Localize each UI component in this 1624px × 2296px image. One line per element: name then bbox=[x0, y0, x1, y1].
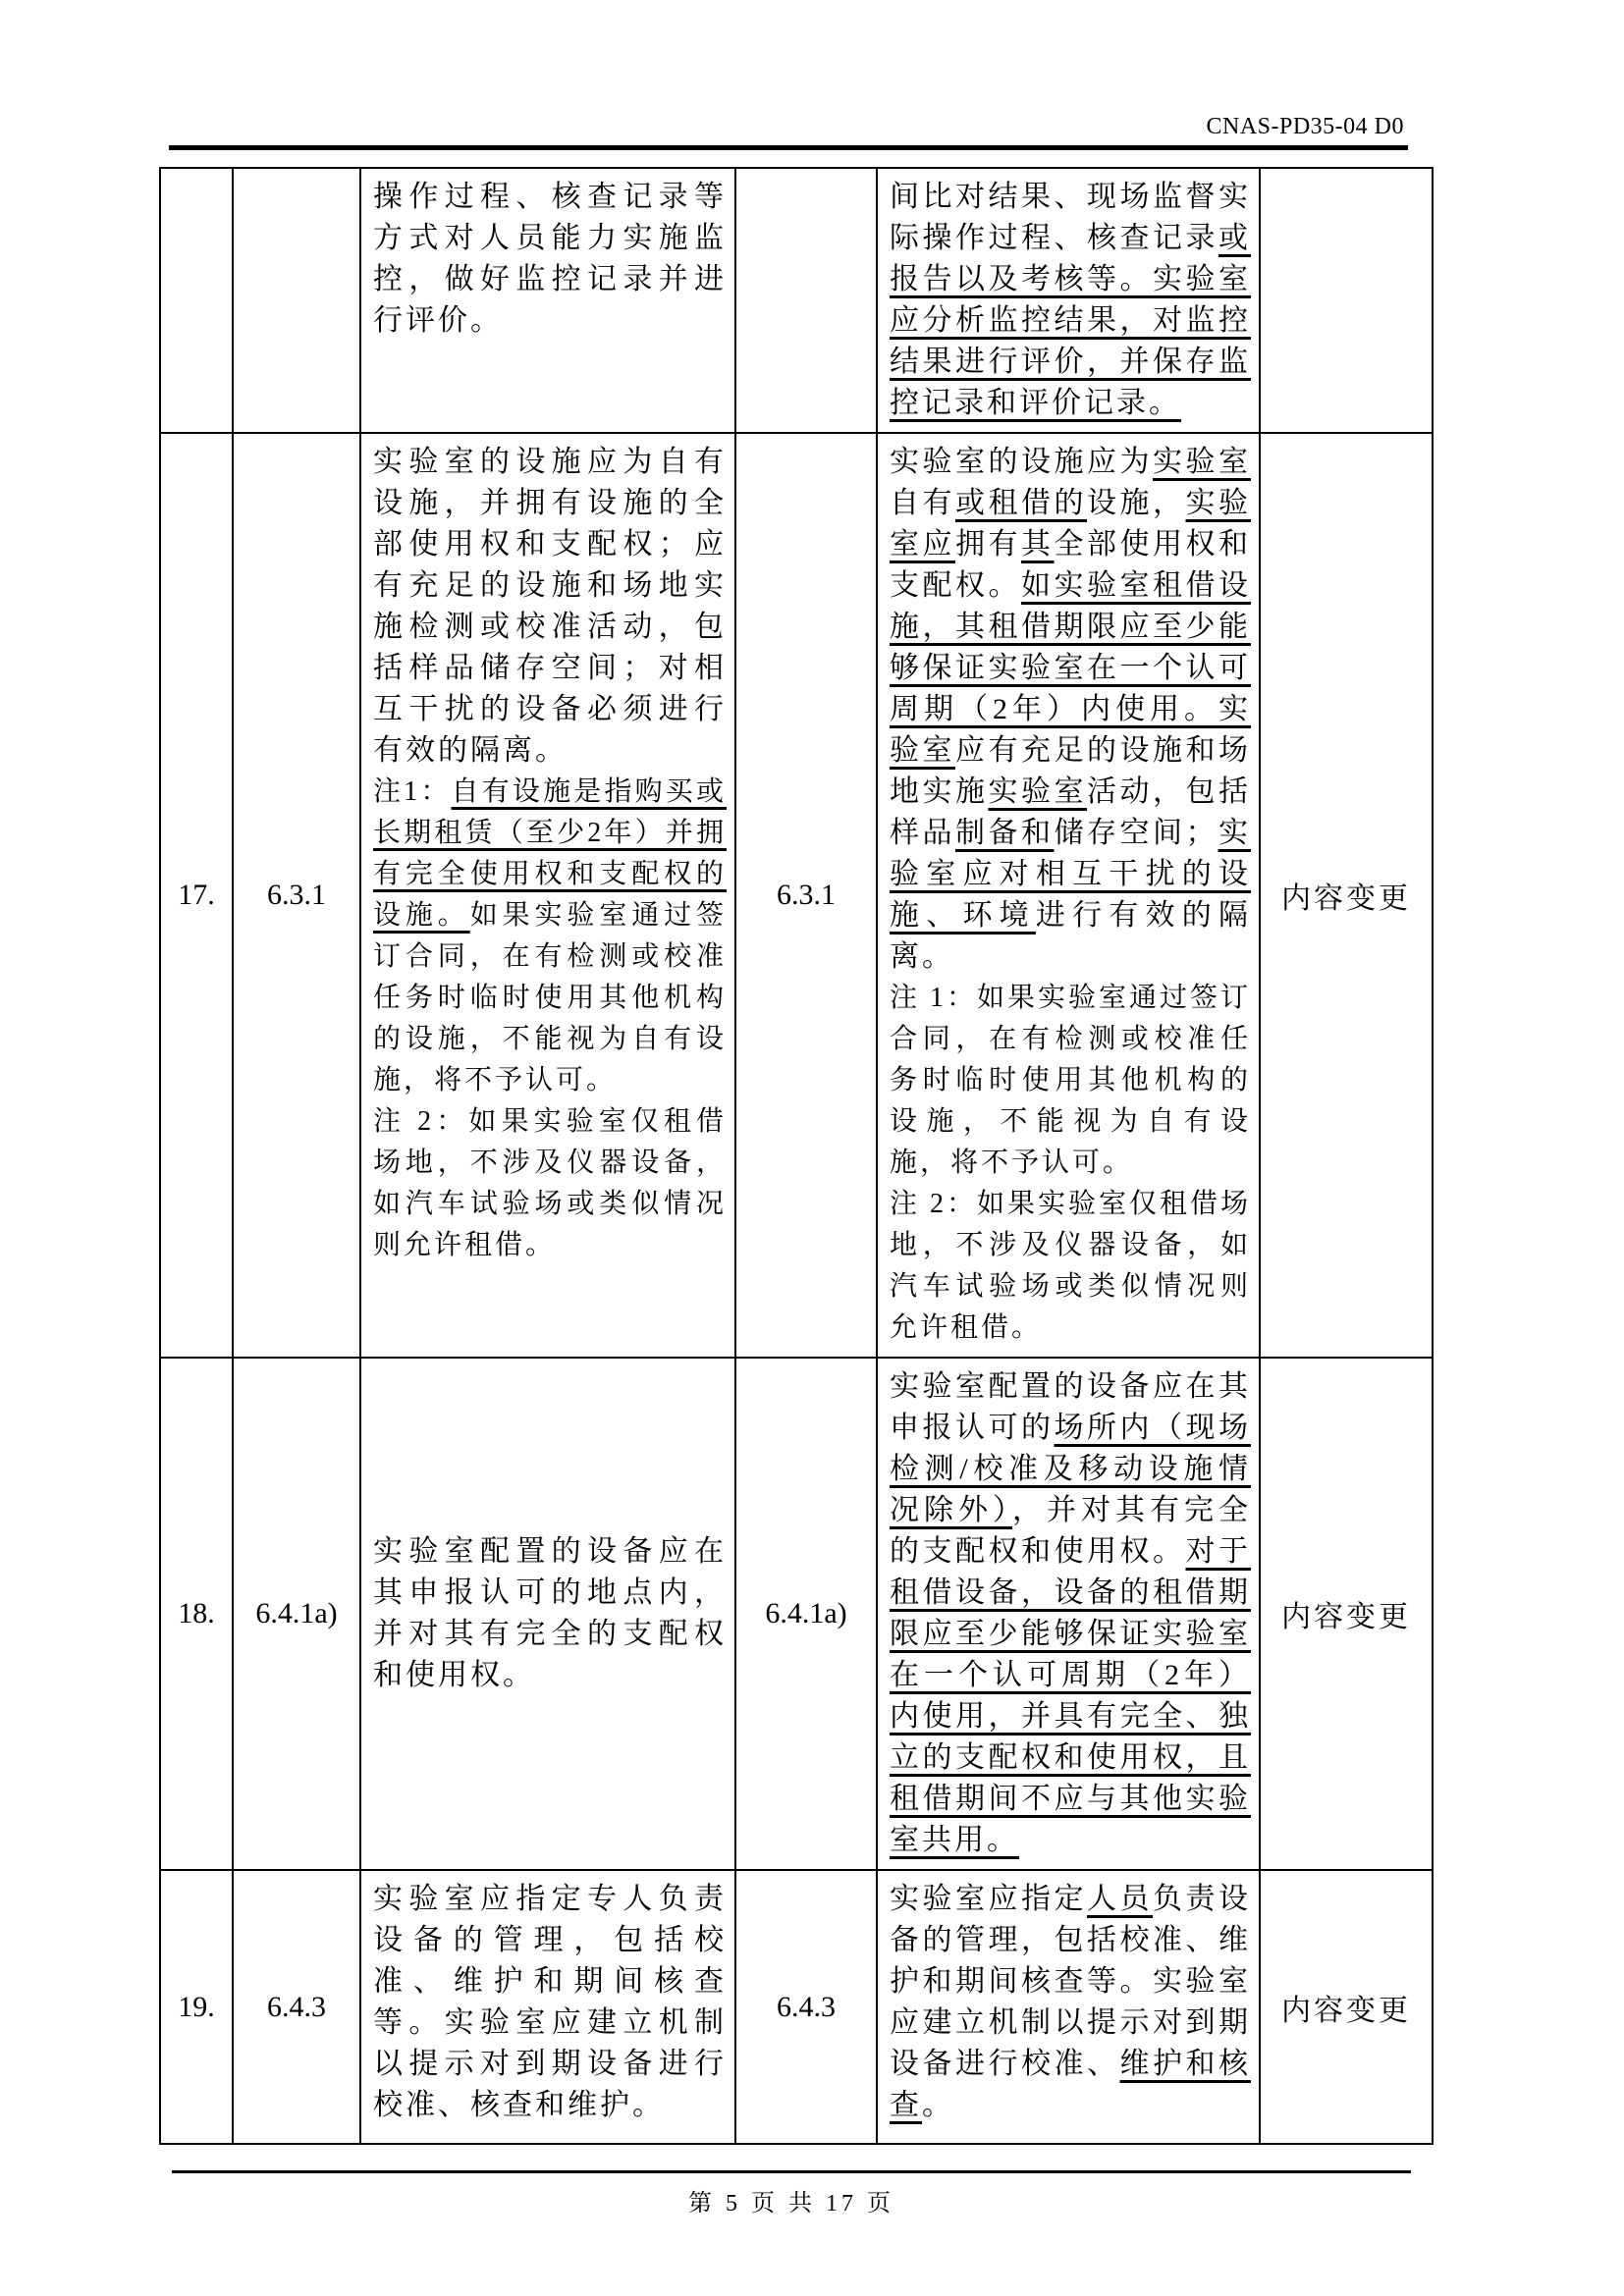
cell-row-number: 17. bbox=[160, 433, 233, 1358]
cell-old-clause: 6.3.1 bbox=[233, 433, 360, 1358]
paragraph bbox=[373, 1531, 727, 1696]
text-run: 注1： bbox=[373, 776, 452, 807]
inserted-text: 实验室 bbox=[988, 775, 1087, 808]
inserted-text: 如实验室租借设施，其租借期限应至少能够保证实验室在一个认可周期（2年）内使用。 bbox=[890, 569, 1251, 725]
paragraph bbox=[373, 1879, 727, 2126]
table-body bbox=[160, 168, 1433, 2144]
text-run: 负责设备的管理，包括校准、维护和期间核查等。实验室应建立机制以提示对到期设备进行校准、 bbox=[890, 1883, 1251, 2080]
inserted-text: 或报告以及考核等。 bbox=[890, 222, 1251, 295]
text-run: 自有 bbox=[890, 487, 955, 519]
text-run: 全部使用权和支配权。 bbox=[890, 528, 1251, 602]
paragraph bbox=[890, 1184, 1251, 1349]
cell-change-type: 内容变更 bbox=[1260, 433, 1433, 1358]
paragraph bbox=[890, 1366, 1251, 1861]
cell-new-text bbox=[877, 168, 1260, 433]
text-run: 注 1：如果实验室通过签订合同，在有检测或校准任务时临时使用其他机构的设施，不能视为自有设施，将不予认可。 bbox=[890, 983, 1252, 1178]
cell-old-text bbox=[360, 433, 735, 1358]
text-run: 活动，包括样品 bbox=[890, 775, 1251, 849]
cell-row-number bbox=[160, 168, 233, 433]
text-run: 实验室的设施应为自有设施，并拥有设施的全部使用权和支配权；应有充足的设施和场地实施检测或校准活动，包括样品储存空间；对相互干扰的设备必须进行有效的隔离。 bbox=[373, 446, 727, 767]
text-run: 拥有 bbox=[955, 528, 1021, 561]
inserted-text: 实验室 bbox=[890, 693, 1251, 767]
inserted-text: 实验室应分析监控结果，对监控结果进行评价，并保存监控记录和评价记录。 bbox=[890, 263, 1251, 419]
inserted-text: 人员 bbox=[1087, 1883, 1153, 1915]
inserted-text: 对于租借设备，设备的租借期限应至少能够保证实验室在一个认可周期（2年）内使用，并具有完全、独立的支配权和使用权，且租借期间不应与其他实验室共用。 bbox=[890, 1535, 1251, 1856]
inserted-text: 或租借的 bbox=[955, 487, 1087, 519]
doc-code: CNAS-PD35-04 D0 bbox=[1206, 114, 1404, 139]
table-row bbox=[160, 168, 1433, 433]
cell-new-clause: 6.4.1a) bbox=[735, 1358, 877, 1870]
inserted-text: 场所内（现场检测/校准及移动设施情况除外） bbox=[890, 1412, 1251, 1526]
inserted-text: 维护和核查 bbox=[890, 2048, 1251, 2121]
cell-old-clause: 6.4.3 bbox=[233, 1870, 360, 2144]
cell-old-text bbox=[360, 1870, 735, 2144]
paragraph bbox=[890, 978, 1251, 1184]
cell-change-type bbox=[1260, 168, 1433, 433]
page-number: 第 5 页 共 17 页 bbox=[688, 2191, 894, 2216]
table-row bbox=[160, 1870, 1433, 2144]
text-run: 实验室应指定专人负责设备的管理，包括校准、维护和期间核查等。实验室应建立机制以提示对到期设备进行校准、核查和维护。 bbox=[373, 1883, 727, 2121]
table-row bbox=[160, 433, 1433, 1358]
text-run: 操作过程、核查记录等方式对人员能力实施监控，做好监控记录并进行评价。 bbox=[373, 181, 727, 337]
paragraph bbox=[373, 772, 727, 1101]
header-rule bbox=[169, 145, 1408, 150]
text-run: 实验室配置的设备应在其申报认可的地点内，并对其有完全的支配权和使用权。 bbox=[373, 1535, 727, 1691]
text-run: 实验室的设施应为 bbox=[890, 446, 1153, 478]
inserted-text: 制备和 bbox=[955, 817, 1055, 849]
cell-row-number: 18. bbox=[160, 1358, 233, 1870]
text-run: 注 2：如果实验室仅租借场地，不涉及仪器设备，如汽车试验场或类似情况则允许租借。 bbox=[373, 1106, 727, 1260]
text-run: 设施， bbox=[1087, 487, 1186, 519]
cell-new-text bbox=[877, 1870, 1260, 2144]
cell-new-text bbox=[877, 433, 1260, 1358]
cell-change-type: 内容变更 bbox=[1260, 1358, 1433, 1870]
paragraph bbox=[890, 177, 1251, 424]
cell-old-text bbox=[360, 168, 735, 433]
text-run: 如果实验室通过签订合同，在有检测或校准任务时临时使用其他机构的设施，不能视为自有设施，将不予认可。 bbox=[373, 900, 727, 1095]
cell-row-number: 19. bbox=[160, 1870, 233, 2144]
cell-new-clause: 6.3.1 bbox=[735, 433, 877, 1358]
inserted-text: 自有设施是指购买或长期租赁（至少2年）并拥有完全使用权和支配权的设施。 bbox=[373, 776, 727, 931]
table-row bbox=[160, 1358, 1433, 1870]
text-run: 实验室应指定 bbox=[890, 1883, 1087, 1915]
text-run: ，并对其有完全的支配权和使用权。 bbox=[890, 1494, 1251, 1568]
paragraph bbox=[890, 442, 1251, 978]
cell-new-clause: 6.4.3 bbox=[735, 1870, 877, 2144]
cell-new-text bbox=[877, 1358, 1260, 1870]
cell-old-clause: 6.4.1a) bbox=[233, 1358, 360, 1870]
cell-change-type: 内容变更 bbox=[1260, 1870, 1433, 2144]
text-run: 储存空间； bbox=[1054, 817, 1218, 849]
paragraph bbox=[373, 442, 727, 772]
text-run: 。 bbox=[922, 2089, 954, 2121]
inserted-text: 实验室应 bbox=[890, 487, 1251, 561]
text-run: 间比对结果、现场监督实际操作过程、核查记录 bbox=[890, 181, 1251, 254]
inserted-text: 实验室应对相互干扰的设施、环境 bbox=[890, 817, 1251, 932]
text-run: 实验室配置的设备应在其申报认可的 bbox=[890, 1370, 1251, 1444]
text-run: 应有充足的设施和场地实施 bbox=[890, 734, 1251, 808]
cell-old-text bbox=[360, 1358, 735, 1870]
inserted-text: 其 bbox=[1021, 528, 1055, 561]
text-run: 进行有效的隔离。 bbox=[890, 899, 1252, 973]
text-run: 注 2：如果实验室仅租借场地，不涉及仪器设备，如汽车试验场或类似情况则允许租借。 bbox=[890, 1189, 1252, 1343]
comparison-table bbox=[159, 167, 1434, 2145]
cell-new-clause bbox=[735, 168, 877, 433]
paragraph bbox=[373, 1101, 727, 1266]
paragraph bbox=[890, 1879, 1251, 2126]
cell-old-clause bbox=[233, 168, 360, 433]
paragraph bbox=[373, 177, 727, 342]
footer-rule bbox=[172, 2170, 1411, 2173]
inserted-text: 实验室 bbox=[1153, 446, 1251, 478]
